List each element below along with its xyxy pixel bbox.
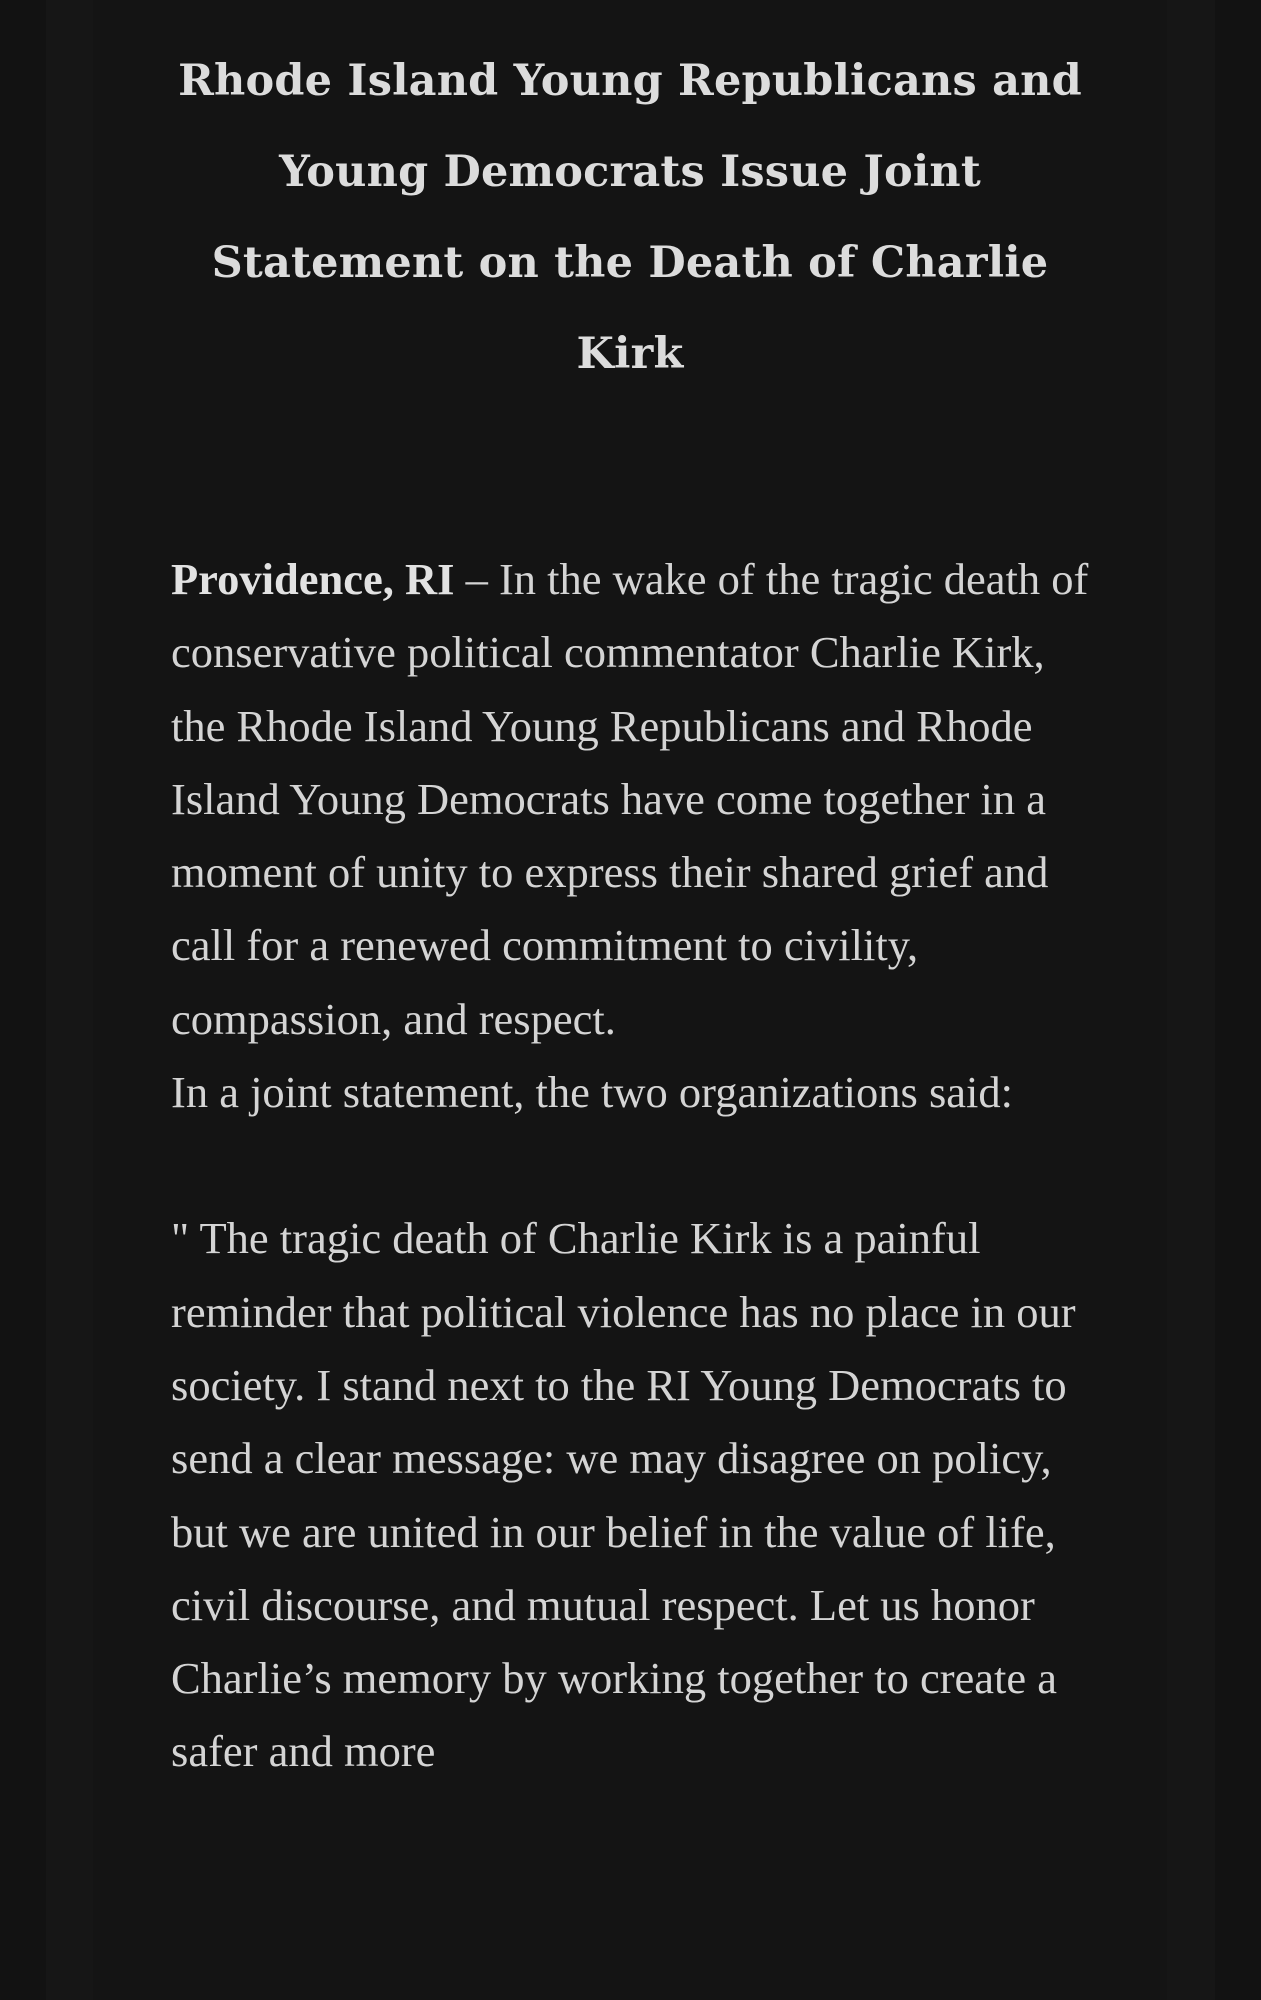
article-headline: Rhode Island Young Republicans and Young Democrats Issue Joint Statement on the Death of Charlie Kirk [178, 56, 1082, 379]
article-body [93, 0, 1167, 2000]
right-margin [1167, 0, 1261, 2000]
lead-paragraph [171, 543, 1089, 1129]
dateline: Providence, RI [171, 554, 455, 604]
left-margin [0, 0, 93, 2000]
intro-text: In a joint statement, the two organizations said: [171, 1067, 1014, 1118]
lead-text: – In the wake of the tragic death of conservative political commentator Charlie Kirk, the Rhode Island Young Republicans and Rhode Island Young Democrats have come together in a moment of unity to express their shared grief and call for a renewed commitment to civility, compassion, and respect. [171, 554, 1089, 1044]
quote-paragraph: " The tragic death of Charlie Kirk is a painful reminder that political violence has no place in our society. I stand next to the RI Young Democrats to send a clear message: we may disagree on policy, but we are united in our belief in the value of life, civil discourse, and mutual respect. Let us honor Charlie’s memory by working together to create a safer and more [171, 1213, 1076, 1777]
